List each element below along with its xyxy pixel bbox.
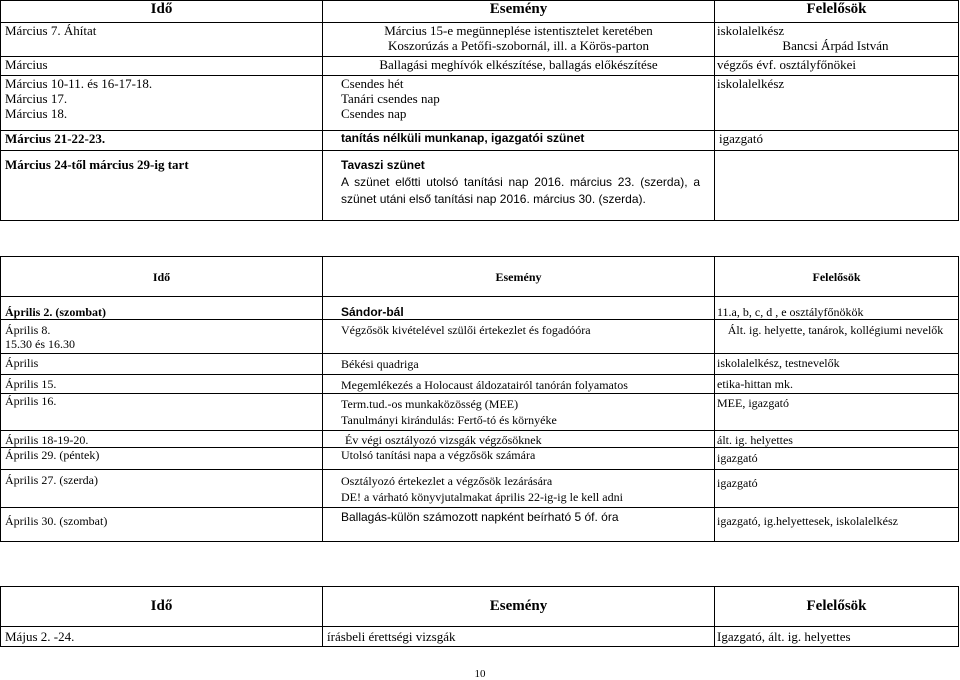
event-cell: [323, 76, 715, 131]
schedule-table-april: [0, 256, 959, 542]
event-cell: [323, 23, 715, 57]
date-cell: [1, 627, 323, 647]
date-text: Március 24-től március 29-ig tart: [5, 157, 189, 172]
date-cell: [1, 151, 323, 221]
table-row: [1, 57, 959, 76]
event-cell: [323, 131, 715, 151]
responsible-text: igazgató: [717, 451, 758, 465]
table-row: [1, 76, 959, 131]
date-text: Április 29. (péntek): [5, 448, 100, 462]
responsible-text: iskolalelkész: [717, 23, 785, 38]
page-number: 10: [474, 668, 486, 680]
event-text: Tanári csendes nap: [341, 91, 440, 106]
responsible-cell: [715, 627, 959, 647]
responsible-cell: [715, 76, 959, 131]
date-text: Április 27. (szerda): [5, 473, 98, 487]
date-cell: [1, 76, 323, 131]
event-text: Ballagás-külön számozott napként beírható 5 óf. óra: [341, 510, 619, 524]
responsible-cell: [715, 394, 959, 431]
event-text: DE! a várható könyvjutalmakat április 22-ig-ig le kell adni: [341, 490, 623, 504]
event-text: Utolsó tanítási napa a végzősök számára: [341, 448, 536, 462]
event-cell: [323, 151, 715, 221]
responsible-cell: [715, 151, 959, 221]
responsible-cell: [715, 354, 959, 375]
responsible-text: igazgató: [717, 476, 758, 490]
table-row: [1, 394, 959, 431]
responsible-text: Igazgató, ált. ig. helyettes: [717, 629, 851, 644]
header-row: [1, 1, 959, 23]
schedule-table-may: [0, 586, 959, 647]
responsible-text: végzős évf. osztályfőnökei: [717, 57, 856, 72]
event-cell: [323, 448, 715, 470]
event-text: Sándor-bál: [341, 305, 404, 319]
responsible-text: Ált. ig. helyette, tanárok, kollégiumi nevelők: [727, 323, 944, 337]
date-cell: [1, 131, 323, 151]
event-cell: [323, 297, 715, 320]
date-text: Április 16.: [5, 394, 57, 408]
responsible-cell: [715, 431, 959, 448]
responsible-text: etika-hittan mk.: [717, 377, 793, 391]
event-cell: [323, 470, 715, 508]
event-title: Tavaszi szünet: [341, 158, 425, 172]
table-row: [1, 448, 959, 470]
date-text: Május 2. -24.: [5, 629, 75, 644]
responsible-cell: [715, 131, 959, 151]
responsible-text: igazgató: [719, 131, 764, 146]
header-responsible: Felelősök: [715, 257, 959, 297]
header-responsible: Felelősök: [715, 587, 959, 627]
event-text: írásbeli érettségi vizsgák: [327, 629, 456, 644]
event-cell: [323, 627, 715, 647]
event-cell: [323, 320, 715, 354]
event-cell: [323, 508, 715, 542]
table-row: [1, 508, 959, 542]
table-row: [1, 297, 959, 320]
table-row: [1, 470, 959, 508]
date-text: Április 18-19-20.: [5, 433, 89, 447]
event-text: A szünet előtti utolsó tanítási nap 2016. március 23. (szerda), a szünet utáni első tanítási nap 2016. március 30. (szerda).: [341, 175, 700, 206]
responsible-cell: [715, 297, 959, 320]
date-text: Április 8.: [5, 323, 51, 337]
event-text: Tanulmányi kirándulás: Fertő-tó és környéke: [341, 413, 557, 427]
event-cell: [323, 375, 715, 394]
header-time: Idő: [1, 257, 323, 297]
event-cell: [323, 57, 715, 76]
event-text: Békési quadriga: [341, 357, 419, 371]
schedule-table-march: [0, 0, 959, 221]
responsible-cell: [715, 23, 959, 57]
table-row: [1, 354, 959, 375]
table-row: [1, 431, 959, 448]
responsible-text: iskolalelkész: [717, 76, 785, 91]
responsible-text: Bancsi Árpád István: [782, 38, 889, 53]
header-responsible: Felelősök: [715, 1, 959, 23]
date-text: Március 7. Áhítat: [5, 23, 97, 38]
responsible-cell: [715, 57, 959, 76]
header-event: Esemény: [323, 1, 715, 23]
date-text: Április: [5, 356, 39, 370]
date-cell: [1, 23, 323, 57]
date-text: Március 17.: [5, 91, 68, 106]
responsible-cell: [715, 508, 959, 542]
date-cell: [1, 431, 323, 448]
date-cell: [1, 448, 323, 470]
event-text: Term.tud.-os munkaközösség (MEE): [341, 397, 519, 411]
event-text: Ballagási meghívók elkészítése, ballagás előkészítése: [379, 57, 658, 72]
event-text: Koszorúzás a Petőfi-szobornál, ill. a Körös-parton: [387, 38, 649, 53]
table-row: [1, 320, 959, 354]
date-cell: [1, 297, 323, 320]
event-cell: [323, 431, 715, 448]
date-text: Március: [5, 57, 48, 72]
date-text: Április 30. (szombat): [5, 514, 108, 528]
header-event: Esemény: [323, 587, 715, 627]
event-cell: [323, 394, 715, 431]
event-text: tanítás nélküli munkanap, igazgatói szünet: [341, 131, 585, 145]
responsible-cell: [715, 448, 959, 470]
date-cell: [1, 57, 323, 76]
responsible-cell: [715, 320, 959, 354]
date-cell: [1, 508, 323, 542]
header-row: [1, 257, 959, 297]
table-row: [1, 627, 959, 647]
responsible-text: 11.a, b, c, d , e osztályfőnökök: [717, 305, 864, 319]
responsible-text: iskolalelkész, testnevelők: [717, 356, 840, 370]
table-row: [1, 131, 959, 151]
header-time: Idő: [1, 1, 323, 23]
event-text: Osztályozó értekezlet a végzősök lezárására: [341, 474, 553, 488]
table-row: [1, 23, 959, 57]
event-text: Megemlékezés a Holocaust áldozatairól tanórán folyamatos: [341, 378, 628, 392]
date-text: Április 15.: [5, 377, 57, 391]
table-row: [1, 375, 959, 394]
responsible-cell: [715, 375, 959, 394]
date-cell: [1, 354, 323, 375]
event-text: Március 15-e megünneplése istentisztelet keretében: [384, 23, 653, 38]
date-cell: [1, 320, 323, 354]
date-cell: [1, 394, 323, 431]
event-text: Végzősök kivételével szülői értekezlet és fogadóóra: [341, 323, 591, 337]
date-text: Április 2. (szombat): [5, 305, 106, 319]
event-text: Csendes hét: [341, 76, 404, 91]
responsible-text: igazgató, ig.helyettesek, iskolalelkész: [717, 514, 898, 528]
event-text: Csendes nap: [341, 106, 407, 121]
date-text: Március 21-22-23.: [5, 131, 106, 146]
header-row: [1, 587, 959, 627]
header-time: Idő: [1, 587, 323, 627]
responsible-text: ált. ig. helyettes: [717, 433, 793, 447]
date-text: Március 18.: [5, 106, 68, 121]
date-text: 15.30 és 16.30: [5, 337, 75, 351]
date-cell: [1, 375, 323, 394]
date-text: Március 10-11. és 16-17-18.: [5, 76, 153, 91]
event-cell: [323, 354, 715, 375]
table-row: [1, 151, 959, 221]
header-event: Esemény: [323, 257, 715, 297]
date-cell: [1, 470, 323, 508]
responsible-text: MEE, igazgató: [717, 396, 789, 410]
event-text: Év végi osztályozó vizsgák végzősöknek: [345, 433, 542, 447]
responsible-cell: [715, 470, 959, 508]
